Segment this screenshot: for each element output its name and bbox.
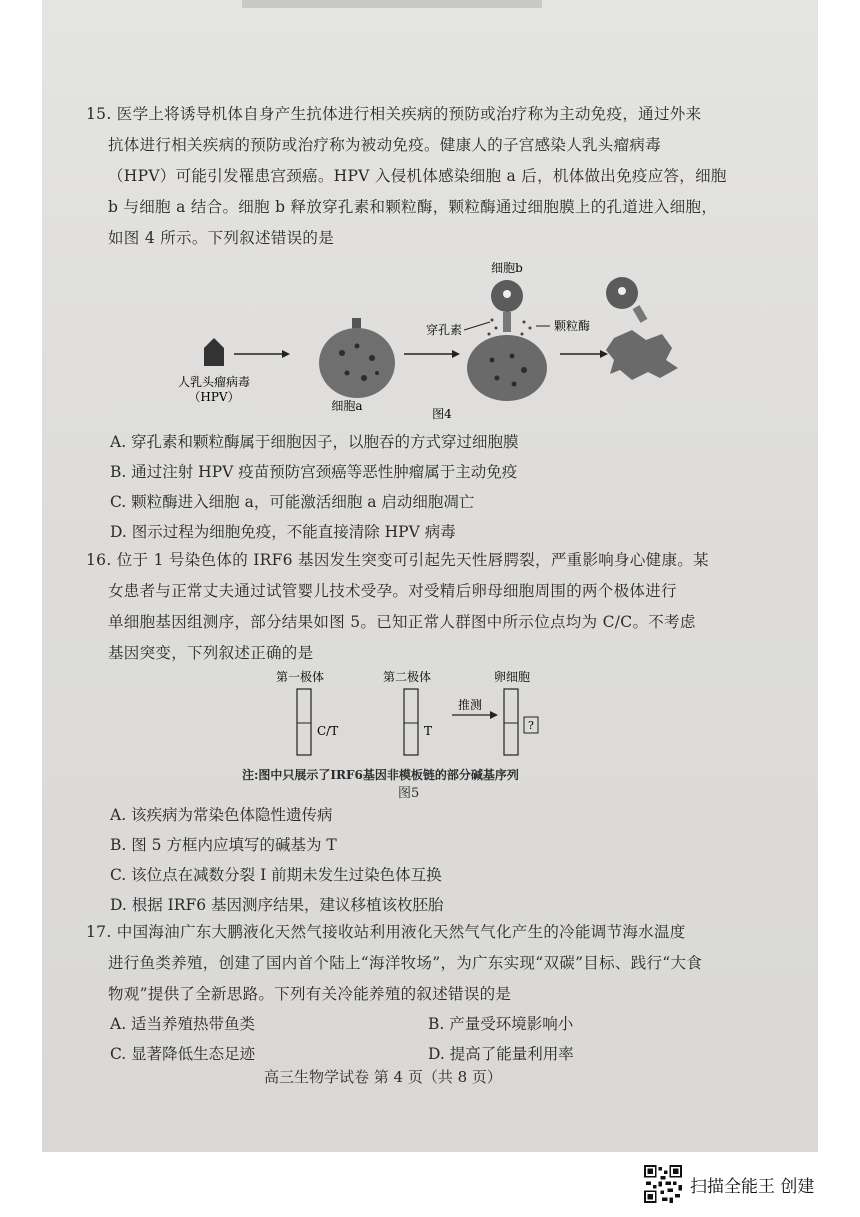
hpv-label-2: （HPV）: [188, 390, 240, 404]
figure-4-caption: 图4: [432, 407, 452, 421]
q17-option-a[interactable]: A. 适当养殖热带鱼类: [110, 1015, 256, 1033]
cell-a-label: 细胞a: [331, 399, 363, 413]
figure-5-note: 注:图中只展示了IRF6基因非模板链的部分碱基序列: [242, 768, 519, 782]
q15-line-4: b 与细胞 a 结合。细胞 b 释放穿孔素和颗粒酶，颗粒酶通过细胞膜上的孔道进入细胞，: [108, 198, 718, 216]
q16-option-d[interactable]: D. 根据 IRF6 基因测序结果，建议移植该枚胚胎: [110, 896, 444, 914]
q15-line-5: 如图 4 所示。下列叙述错误的是: [108, 229, 335, 247]
q17-option-d[interactable]: D. 提高了能量利用率: [428, 1045, 574, 1063]
egg-label: 卵细胞: [493, 670, 531, 684]
infer-label: 推测: [457, 698, 483, 712]
scanner-watermark: [644, 1166, 814, 1202]
hpv-label-1: 人乳头瘤病毒: [177, 375, 251, 389]
arrow-icon: [600, 350, 608, 358]
qr-code-icon: [644, 1165, 682, 1203]
q16-option-c[interactable]: C. 该位点在减数分裂 I 前期未发生过染色体互换: [110, 866, 442, 884]
question-17-stem: [86, 917, 702, 1010]
q15-line-2: 抗体进行相关疾病的预防或治疗称为被动免疫。健康人的子宫感染人乳头瘤病毒: [108, 136, 662, 154]
q15-option-c[interactable]: C. 颗粒酶进入细胞 a，可能激活细胞 a 启动细胞凋亡: [110, 493, 475, 511]
question-16-stem: [86, 545, 709, 669]
cell-a-target-shape: [467, 335, 547, 401]
first-polar-value: C/T: [317, 724, 339, 738]
second-polar-value: T: [424, 724, 433, 738]
q15-option-d[interactable]: D. 图示过程为细胞免疫，不能直接清除 HPV 病毒: [110, 523, 456, 541]
q15-line-1: 15. 医学上将诱导机体自身产生抗体进行相关疾病的预防或治疗称为主动免疫，通过外来: [86, 105, 702, 123]
cell-b-label: 细胞b: [491, 261, 523, 275]
q15-option-b[interactable]: B. 通过注射 HPV 疫苗预防宫颈癌等恶性肿瘤属于主动免疫: [110, 463, 518, 481]
exam-page: [42, 0, 818, 1152]
q16-line-4: 基因突变，下列叙述正确的是: [108, 644, 314, 662]
q16-line-1: 16. 位于 1 号染色体的 IRF6 基因发生突变可引起先天性唇腭裂，严重影响身心健康。某: [86, 551, 709, 569]
q17-line-1: 17. 中国海油广东大鹏液化天然气接收站利用液化天然气气化产生的冷能调节海水温度: [86, 923, 686, 941]
scan-edge: [242, 0, 542, 8]
hpv-virus-shape: [204, 338, 224, 366]
q17-option-c[interactable]: C. 显著降低生态足迹: [110, 1045, 256, 1063]
unknown-base-mark: ?: [528, 719, 534, 732]
egg-strand: [504, 689, 518, 755]
figure-4: [152, 258, 712, 428]
first-polar-strand: [297, 689, 311, 755]
cell-a-shape: [319, 328, 395, 398]
apoptotic-fragments: [606, 330, 678, 380]
q16-option-a[interactable]: A. 该疾病为常染色体隐性遗传病: [110, 806, 333, 824]
q17-line-2: 进行鱼类养殖，创建了国内首个陆上“海洋牧场”，为广东实现“双碳”目标、践行“大食: [108, 954, 703, 972]
arrow-icon: [490, 711, 498, 719]
first-polar-label: 第一极体: [275, 670, 325, 684]
q17-line-3: 物观”提供了全新思路。下列有关冷能养殖的叙述错误的是: [108, 985, 512, 1003]
scanner-brand-text: 扫描全能王 创建: [690, 1176, 815, 1197]
q15-line-3: （HPV）可能引发罹患宫颈癌。HPV 入侵机体感染细胞 a 后，机体做出免疫应答，细胞: [108, 167, 727, 185]
q16-line-2: 女患者与正常丈夫通过试管婴儿技术受孕。对受精后卵母细胞周围的两个极体进行: [108, 582, 677, 600]
q16-option-b[interactable]: B. 图 5 方框内应填写的碱基为 T: [110, 836, 337, 854]
arrow-icon: [282, 350, 290, 358]
figure-5-caption: 图5: [398, 786, 420, 801]
page-footer: 高三生物学试卷 第 4 页（共 8 页）: [264, 1068, 502, 1086]
second-polar-label: 第二极体: [382, 670, 432, 684]
question-15-stem: [86, 99, 727, 254]
perforin-label: 穿孔素: [426, 323, 463, 337]
second-polar-strand: [404, 689, 418, 755]
q16-line-3: 单细胞基因组测序，部分结果如图 5。已知正常人群图中所示位点均为 C/C。不考虑: [108, 613, 696, 631]
granzyme-label: 颗粒酶: [554, 319, 591, 333]
q15-option-a[interactable]: A. 穿孔素和颗粒酶属于细胞因子，以胞吞的方式穿过细胞膜: [110, 433, 519, 451]
q17-option-b[interactable]: B. 产量受环境影响小: [428, 1015, 574, 1033]
arrow-icon: [452, 350, 460, 358]
